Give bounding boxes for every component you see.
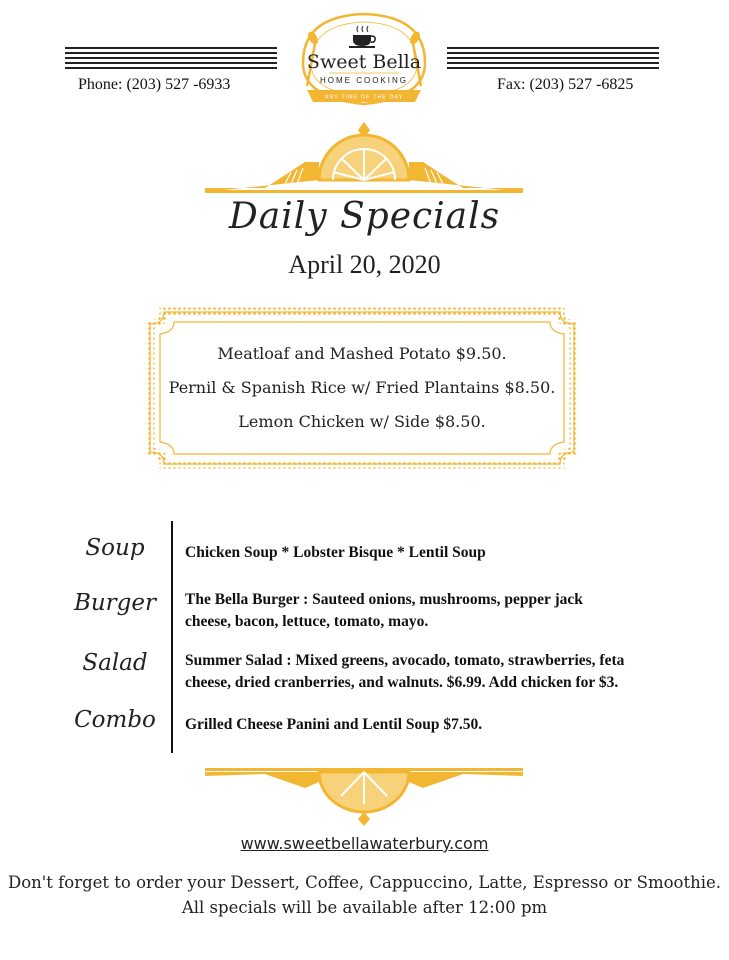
website-link[interactable]: www.sweetbellawaterbury.com: [240, 834, 489, 853]
category-burger: Burger: [73, 590, 157, 616]
phone-number: Phone: (203) 527 -6933: [78, 76, 231, 93]
daily-specials-title: Daily Specials: [228, 196, 501, 237]
menu-line: Chicken Soup * Lobster Bisque * Lentil Soup: [185, 544, 486, 561]
specials-date: April 20, 2020: [288, 250, 441, 279]
category-salad: Salad: [82, 650, 148, 676]
menu-line: The Bella Burger : Sauteed onions, mushrooms, pepper jack: [185, 591, 583, 608]
logo-name: Sweet Bella: [306, 51, 422, 73]
header-stripes-left: [65, 47, 277, 71]
sweet-bella-logo: [293, 8, 435, 113]
menu-item-soup: [185, 542, 685, 564]
category-soup: Soup: [85, 535, 145, 561]
footer-availability: All specials will be available after 12:00 pm: [181, 898, 548, 917]
menu-line: cheese, dried cranberries, and walnuts. $6.99. Add chicken for $3.: [185, 674, 619, 691]
top-ornament: [205, 122, 523, 194]
special-item-1: Meatloaf and Mashed Potato $9.50.: [217, 344, 507, 363]
menu-divider: [171, 521, 173, 753]
special-item-2: Pernil & Spanish Rice w/ Fried Plantains $8.50.: [168, 378, 556, 397]
logo-ribbon: ANY TIME OF THE DAY: [324, 94, 404, 101]
menu-item-salad: [185, 650, 685, 694]
menu-line: cheese, bacon, lettuce, tomato, mayo.: [185, 613, 429, 630]
menu-item-combo: [185, 714, 685, 736]
menu-line: Summer Salad : Mixed greens, avocado, tomato, strawberries, feta: [185, 652, 625, 669]
header-stripes-right: [447, 47, 659, 71]
footer-reminder: Don't forget to order your Dessert, Coffee, Cappuccino, Latte, Espresso or Smoothie.: [7, 873, 722, 892]
menu-item-burger: [185, 589, 685, 633]
fax-number: Fax: (203) 527 -6825: [497, 76, 634, 93]
logo-subtitle: HOME COOKING: [319, 76, 409, 85]
menu-line: Grilled Cheese Panini and Lentil Soup $7.50.: [185, 716, 483, 733]
bottom-ornament: [205, 768, 523, 828]
special-item-3: Lemon Chicken w/ Side $8.50.: [238, 412, 486, 431]
category-combo: Combo: [74, 707, 156, 733]
